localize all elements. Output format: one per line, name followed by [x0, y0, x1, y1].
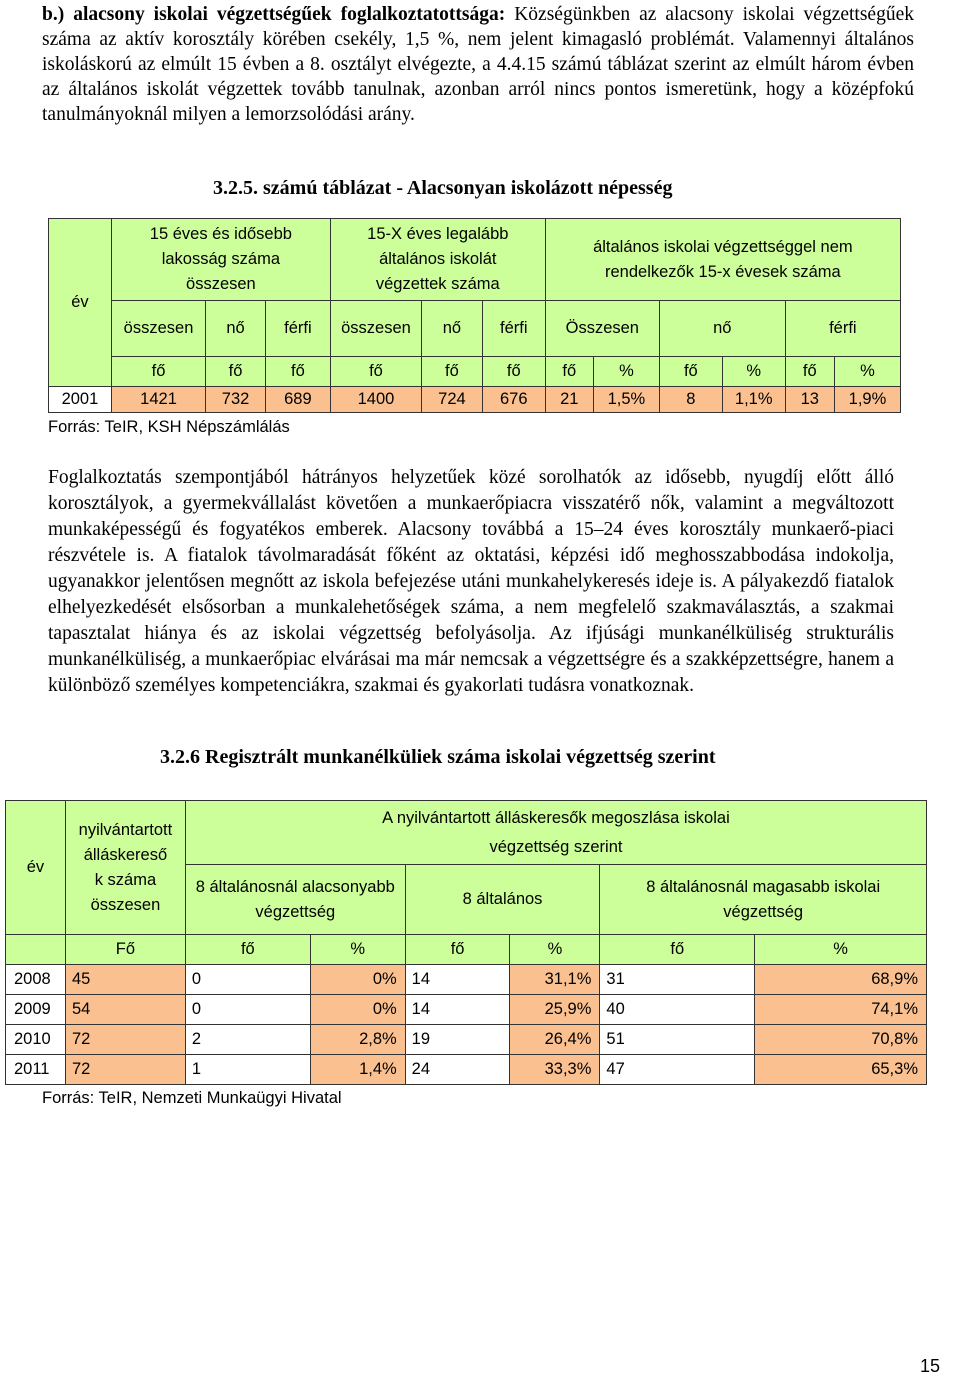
cell: 1,9%	[834, 387, 900, 413]
cell: 1,5%	[593, 387, 659, 413]
table-row	[49, 387, 901, 413]
cell: 72	[65, 1025, 185, 1055]
unit-cell: %	[510, 935, 600, 965]
cell: 47	[600, 1055, 755, 1085]
intro-paragraph	[42, 2, 914, 127]
unit-cell-empty	[6, 935, 66, 965]
cell: 51	[600, 1025, 755, 1055]
cell: 724	[422, 387, 483, 413]
sub-header-above-primary: 8 általánosnál magasabb iskolai végzettség	[600, 865, 927, 935]
sub-header: nő	[659, 301, 785, 357]
cell: 45	[65, 965, 185, 995]
sub-header-primary: 8 általános	[405, 865, 600, 935]
page-number: 15	[919, 1356, 940, 1376]
sub-header-below-primary: 8 általánosnál alacsonyabb végzettség	[185, 865, 405, 935]
cell-year: 2011	[6, 1055, 66, 1085]
cell: 0%	[310, 995, 405, 1025]
header-ev: év	[6, 801, 66, 935]
cell: 1	[185, 1055, 310, 1085]
cell: 33,3%	[510, 1055, 600, 1085]
table-row	[6, 965, 927, 995]
cell: 24	[405, 1055, 510, 1085]
cell: 21	[545, 387, 593, 413]
cell-year: 2001	[49, 387, 112, 413]
table1-source: Forrás: TeIR, KSH Népszámlálás	[48, 418, 290, 436]
cell: 1400	[330, 387, 421, 413]
cell: 1421	[111, 387, 205, 413]
cell: 0	[185, 995, 310, 1025]
cell: 689	[265, 387, 330, 413]
unit-cell: Fő	[65, 935, 185, 965]
cell: 14	[405, 965, 510, 995]
unit-cell: %	[310, 935, 405, 965]
unit-cell: fő	[111, 357, 205, 387]
table2-title: 3.2.6 Regisztrált munkanélküliek száma iskolai végzettség szerint	[160, 746, 716, 768]
header-group-primary-completed: 15-X éves legalább általános iskolát végzettek száma	[330, 219, 545, 301]
sub-header: összesen	[330, 301, 421, 357]
cell: 1,4%	[310, 1055, 405, 1085]
cell: 26,4%	[510, 1025, 600, 1055]
table-registered-unemployed	[5, 800, 927, 1085]
unit-cell: %	[722, 357, 785, 387]
cell: 14	[405, 995, 510, 1025]
table-low-educated-population	[48, 218, 901, 413]
cell: 25,9%	[510, 995, 600, 1025]
unit-cell: %	[593, 357, 659, 387]
unit-cell: fő	[545, 357, 593, 387]
cell: 74,1%	[755, 995, 927, 1025]
cell: 65,3%	[755, 1055, 927, 1085]
cell: 732	[206, 387, 266, 413]
cell: 40	[600, 995, 755, 1025]
table2-source: Forrás: TeIR, Nemzeti Munkaügyi Hivatal	[42, 1089, 342, 1107]
table-row	[6, 1055, 927, 1085]
cell: 70,8%	[755, 1025, 927, 1055]
cell: 54	[65, 995, 185, 1025]
table1-title: 3.2.5. számú táblázat - Alacsonyan iskolázott népesség	[213, 177, 673, 199]
unit-cell: fő	[659, 357, 722, 387]
header-group-no-primary: általános iskolai végzettséggel nem rendelkezők 15-x évesek száma	[545, 219, 900, 301]
sub-header: férfi	[265, 301, 330, 357]
unit-cell: %	[834, 357, 900, 387]
cell: 72	[65, 1055, 185, 1085]
unit-cell: fő	[330, 357, 421, 387]
cell: 19	[405, 1025, 510, 1055]
header-ev: év	[49, 219, 112, 387]
unit-cell: fő	[265, 357, 330, 387]
header-total-jobseekers: nyilvántartott álláskereső k száma összesen	[65, 801, 185, 935]
cell: 31,1%	[510, 965, 600, 995]
cell: 2	[185, 1025, 310, 1055]
table-row	[6, 1025, 927, 1055]
cell: 1,1%	[722, 387, 785, 413]
sub-header: nő	[206, 301, 266, 357]
header-group-total-population: 15 éves és idősebb lakosság száma összesen	[111, 219, 330, 301]
unit-cell: fő	[185, 935, 310, 965]
unit-cell: fő	[482, 357, 545, 387]
cell: 0%	[310, 965, 405, 995]
unit-cell: fő	[785, 357, 834, 387]
cell-year: 2010	[6, 1025, 66, 1055]
cell-year: 2008	[6, 965, 66, 995]
unit-cell: fő	[422, 357, 483, 387]
table-row	[6, 995, 927, 1025]
cell: 676	[482, 387, 545, 413]
cell: 0	[185, 965, 310, 995]
cell: 2,8%	[310, 1025, 405, 1055]
cell: 13	[785, 387, 834, 413]
employment-paragraph: Foglalkoztatás szempontjából hátrányos helyzetűek közé sorolhatók az idősebb, nyugdíj előtt álló korosztályok, a gyermekvállalást követően a munkaerőpiacra visszatérő nők, valamint a megváltozott munkaképességű és fogyatékos emberek. Alacsony továbbá a 15–24 éves korosztály munkaerő-piaci részvétele is. A fiatalok távolmaradását főként az oktatási, képzési idő meghosszabbodása indokolja, ugyanakkor jelentősen megnőtt az iskola befejezése utáni munkahelykeresés ideje is. A pályakezdő fiatalok elhelyezkedését elsősorban a munkalehetőségek száma, a nem megfelelő szakmaválasztás, a szakmai tapasztalat hiánya és az iskolai végzettség befolyásolja. Az ifjúsági munkanélküliség strukturális munkanélküliség, a munkaerőpiac elvárásai ma már nemcsak a végzettségre és a szakképzettségre, hanem a különböző személyes kompetenciákra, szakmai és gyakorlati tudásra vonatkoznak.	[48, 467, 894, 696]
unit-cell: fő	[206, 357, 266, 387]
cell: 68,9%	[755, 965, 927, 995]
sub-header: férfi	[482, 301, 545, 357]
sub-header: összesen	[111, 301, 205, 357]
unit-cell: %	[755, 935, 927, 965]
header-group-distribution: A nyilvántartott álláskeresők megoszlása iskolai végzettség szerint	[185, 801, 926, 865]
unit-cell: fő	[405, 935, 510, 965]
unit-cell: fő	[600, 935, 755, 965]
cell-year: 2009	[6, 995, 66, 1025]
cell: 31	[600, 965, 755, 995]
intro-text: Községünkben az alacsony iskolai végzettségűek száma az aktív korosztály körében csekély, 1,5 %, nem jelent kimagasló problémát. Valamennyi általános iskoláskorú az elmúlt 15 évben a 8. osztályt elvégezte, a 4.4.15 számú táblázat szerint az elmúlt három évben az általános iskolát végzettek tovább tanulnak, azonban arról nincs pontos ismeretünk, hogy a középfokú tanulmányoknál milyen a lemorzsolódási arány.	[42, 4, 914, 125]
cell: 8	[659, 387, 722, 413]
sub-header: Összesen	[545, 301, 659, 357]
sub-header: férfi	[785, 301, 900, 357]
section-heading: b.) alacsony iskolai végzettségűek foglalkoztatottsága:	[42, 4, 506, 25]
sub-header: nő	[422, 301, 483, 357]
